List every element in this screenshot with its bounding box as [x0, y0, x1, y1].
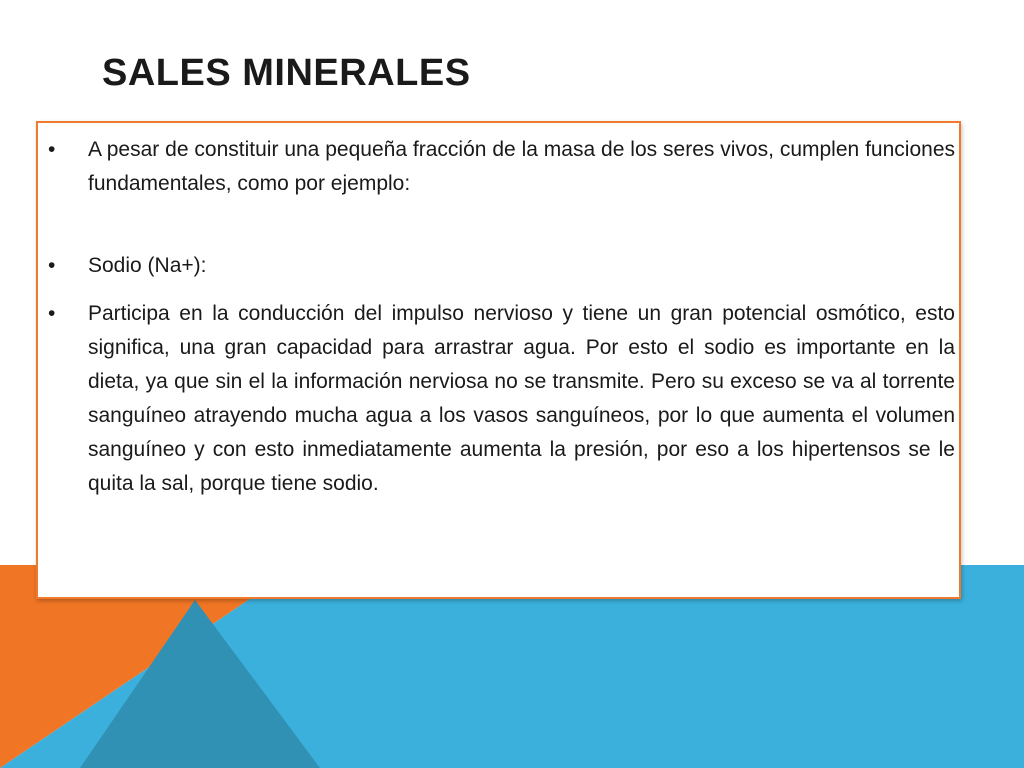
bullet-item-sodio: [48, 249, 955, 283]
bullet-list: [48, 133, 955, 501]
bullet-text: A pesar de constituir una pequeña fracción de la masa de los seres vivos, cumplen funciones fundamentales, como por ejemplo:: [88, 138, 955, 195]
slide-title: SALES MINERALES: [102, 52, 471, 94]
bullet-text: Participa en la conducción del impulso nervioso y tiene un gran potencial osmótico, esto significa, una gran capacidad para arrastrar agua. Por esto el sodio es importante en la dieta, ya que sin el la información nerviosa no se transmite. Pero su exceso se va al torrente sanguíneo atrayendo mucha agua a los vasos sanguíneos, por lo que aumenta el volumen sanguíneo y con esto inmediatamente aumenta la presión, por eso a los hipertensos se le quita la sal, porque tiene sodio.: [88, 302, 955, 495]
bullet-item-intro: [48, 133, 955, 201]
bullet-item-description: [48, 297, 955, 501]
bullet-marker: •: [48, 302, 56, 325]
bullet-marker: •: [48, 254, 56, 277]
bullet-text: Sodio (Na+):: [88, 254, 207, 277]
bullet-marker: •: [48, 138, 56, 161]
content-box: [36, 121, 961, 599]
